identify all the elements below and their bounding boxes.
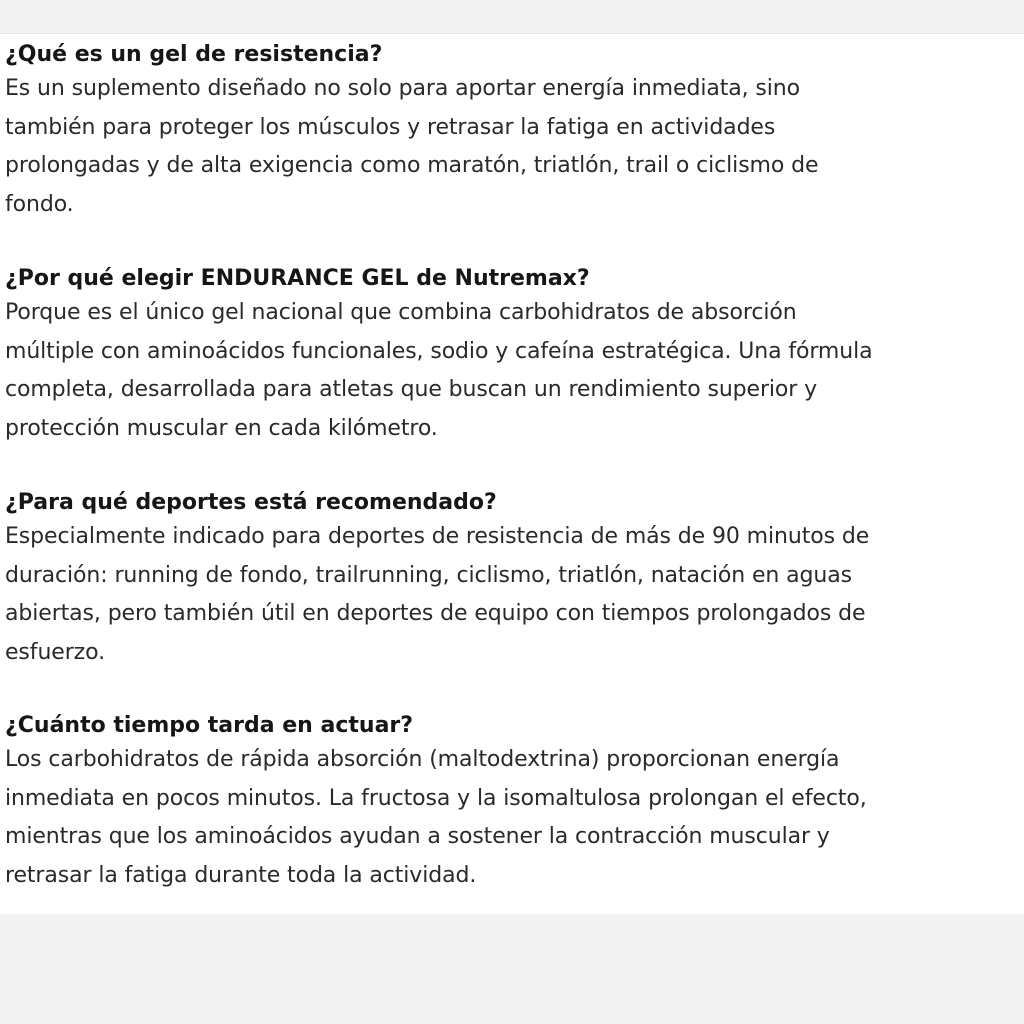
bottom-band bbox=[0, 914, 1024, 1024]
faq-answer bbox=[5, 741, 1019, 895]
faq-question: ¿Qué es un gel de resistencia? bbox=[5, 42, 383, 67]
faq-answer-line: múltiple con aminoácidos funcionales, sodio y cafeína estratégica. Una fórmula bbox=[5, 338, 873, 364]
faq-answer-line: retrasar la fatiga durante toda la actividad. bbox=[5, 862, 477, 888]
faq-item bbox=[5, 40, 1019, 224]
faq-answer-line: también para proteger los músculos y retrasar la fatiga en actividades bbox=[5, 114, 776, 140]
faq-answer-line: Es un suplemento diseñado no solo para aportar energía inmediata, sino bbox=[5, 76, 800, 101]
faq-answer-line: fondo. bbox=[5, 191, 74, 217]
faq-answer-line: prolongadas y de alta exigencia como maratón, triatlón, trail o ciclismo de bbox=[5, 153, 819, 178]
faq-item bbox=[5, 264, 1019, 448]
faq-content bbox=[0, 34, 1024, 914]
faq-question: ¿Para qué deportes está recomendado? bbox=[5, 490, 497, 515]
faq-answer-line: duración: running de fondo, trailrunning, ciclismo, triatlón, natación en aguas bbox=[5, 562, 852, 588]
faq-question: ¿Por qué elegir ENDURANCE GEL de Nutremax? bbox=[5, 266, 590, 291]
faq-answer bbox=[5, 518, 1019, 672]
faq-answer bbox=[5, 294, 1019, 448]
faq-answer-line: completa, desarrollada para atletas que buscan un rendimiento superior y bbox=[5, 377, 818, 402]
faq-item bbox=[5, 711, 1019, 895]
faq-answer-line: protección muscular en cada kilómetro. bbox=[5, 415, 438, 441]
faq-answer-line: esfuerzo. bbox=[5, 639, 105, 665]
faq-answer-line: Los carbohidratos de rápida absorción (maltodextrina) proporcionan energía bbox=[5, 747, 840, 772]
faq-question: ¿Cuánto tiempo tarda en actuar? bbox=[5, 713, 414, 738]
faq-item bbox=[5, 488, 1019, 672]
faq-answer-line: Porque es el único gel nacional que combina carbohidratos de absorción bbox=[5, 300, 797, 325]
faq-answer-line: inmediata en pocos minutos. La fructosa y la isomaltulosa prolongan el efecto, bbox=[5, 785, 867, 811]
faq-answer bbox=[5, 70, 1019, 224]
faq-answer-line: Especialmente indicado para deportes de resistencia de más de 90 minutos de bbox=[5, 524, 870, 549]
faq-answer-line: abiertas, pero también útil en deportes de equipo con tiempos prolongados de bbox=[5, 601, 866, 626]
top-band bbox=[0, 0, 1024, 34]
faq-answer-line: mientras que los aminoácidos ayudan a sostener la contracción muscular y bbox=[5, 824, 830, 849]
